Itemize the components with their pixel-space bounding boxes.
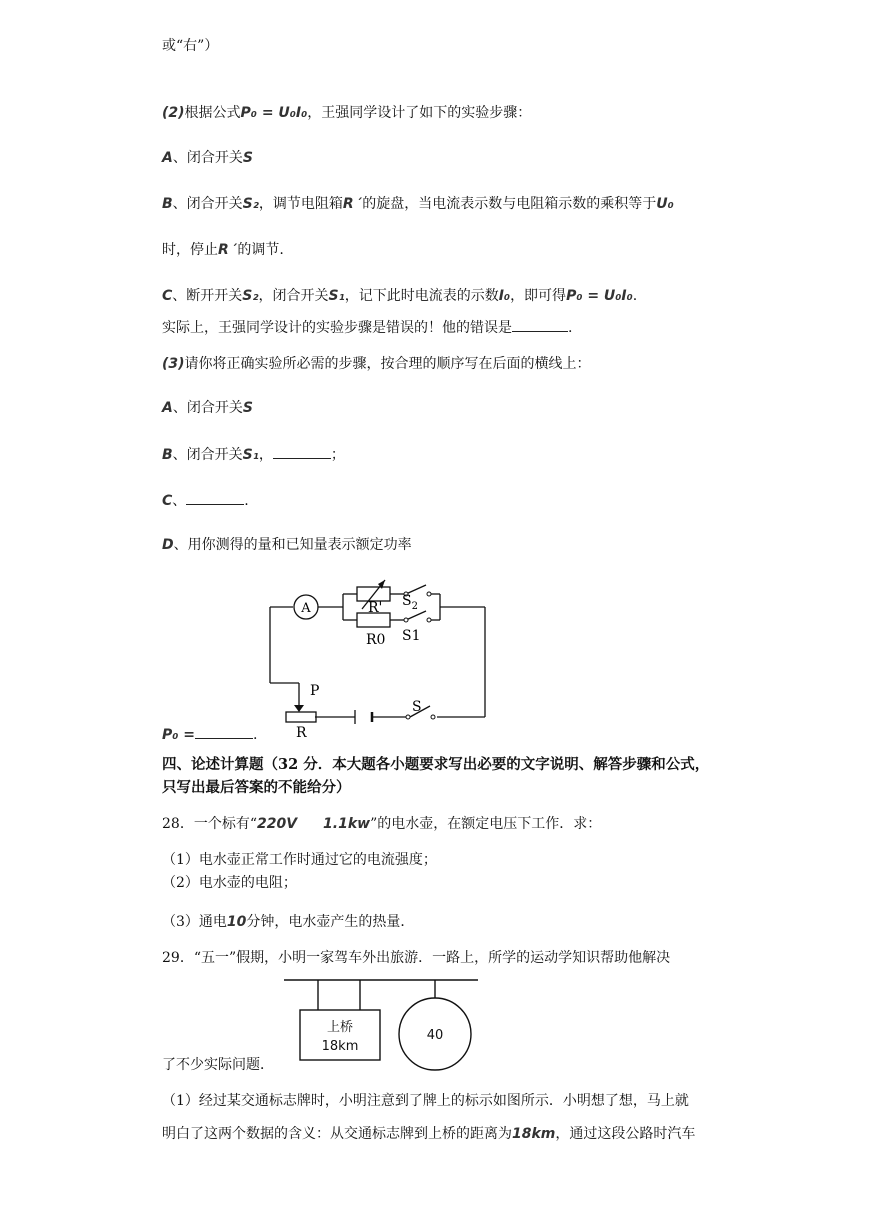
step-b-cont: 时，停止R ′的调节.	[162, 242, 284, 258]
switch-s2-label: $S_2$	[402, 593, 418, 612]
step-a: A、闭合开关S	[162, 150, 253, 166]
q29-part1-cont: 明白了这两个数据的含义：从交通标志牌到上桥的距离为18km，通过这段公路时汽车	[162, 1126, 696, 1142]
ammeter-label: A	[301, 601, 311, 616]
section4-heading: 四、论述计算题（32 分．本大题各小题要求写出必要的文字说明、解答步骤和公式，	[162, 756, 710, 773]
step3-b: B、闭合开关S₁， ；	[162, 444, 345, 465]
slider-p-label: P	[310, 683, 320, 699]
rheostat-label: R	[296, 725, 307, 741]
q29-stem: 29．“五一”假期，小明一家驾车外出旅游．一路上，所学的运动学知识帮助他解决	[162, 950, 671, 966]
step-c: C、断开开关S₂，闭合开关S₁，记下此时电流表的示数I₀，即可得P₀ = U₀I₀.	[162, 288, 638, 304]
q27-tail: 或“右”）	[162, 38, 219, 54]
step-b: B、闭合开关S₂，调节电阻箱R ′的旋盘，当电流表示数与电阻箱示数的乘积等于U₀	[162, 196, 674, 212]
q28-item-3: （3）通电10分钟，电水壶产生的热量．	[162, 914, 415, 930]
rheostat-symbol	[286, 712, 316, 722]
q28-stem: 28．一个标有“220V 1.1kw”的电水壶，在额定电压下工作．求：	[162, 816, 602, 832]
part3-intro: (3)请你将正确实验所必需的步骤，按合理的顺序写在后面的横线上：	[162, 356, 591, 372]
section4-heading-cont: 只写出最后答案的不能给分）	[162, 779, 351, 796]
sign-destination: 上桥	[326, 1020, 354, 1035]
p0-blank[interactable]	[195, 724, 253, 739]
q28-item-2: （2）电水壶的电阻；	[162, 875, 297, 891]
p0-line: P₀ = .	[162, 724, 257, 745]
q29-stem-cont: 了不少实际问题．	[162, 1057, 274, 1073]
resistance-box-label: R'	[368, 600, 383, 616]
r0-label: R0	[366, 632, 386, 648]
q28-item-1: （1）电水壶正常工作时通过它的电流强度；	[162, 852, 437, 868]
step3-d: D、用你测得的量和已知量表示额定功率	[162, 537, 412, 553]
sign-distance: 18km	[321, 1039, 359, 1054]
part2-intro: (2)根据公式P₀ = U₀I₀，王强同学设计了如下的实验步骤：	[162, 105, 532, 121]
speed-limit-value: 40	[426, 1028, 444, 1043]
step3-c: C、 .	[162, 490, 249, 511]
power-formula: P₀ = U₀I₀	[240, 105, 308, 121]
mistake-line: 实际上，王强同学设计的实验步骤是错误的！他的错误是 .	[162, 317, 572, 338]
q29-part1: （1）经过某交通标志牌时，小明注意到了牌上的标示如图所示．小明想了想，马上就	[162, 1093, 689, 1109]
switch-s-label: S	[412, 699, 422, 715]
step3-a: A、闭合开关S	[162, 400, 253, 416]
switch-s1-label: S1	[402, 628, 421, 644]
traffic-sign	[280, 974, 480, 1074]
